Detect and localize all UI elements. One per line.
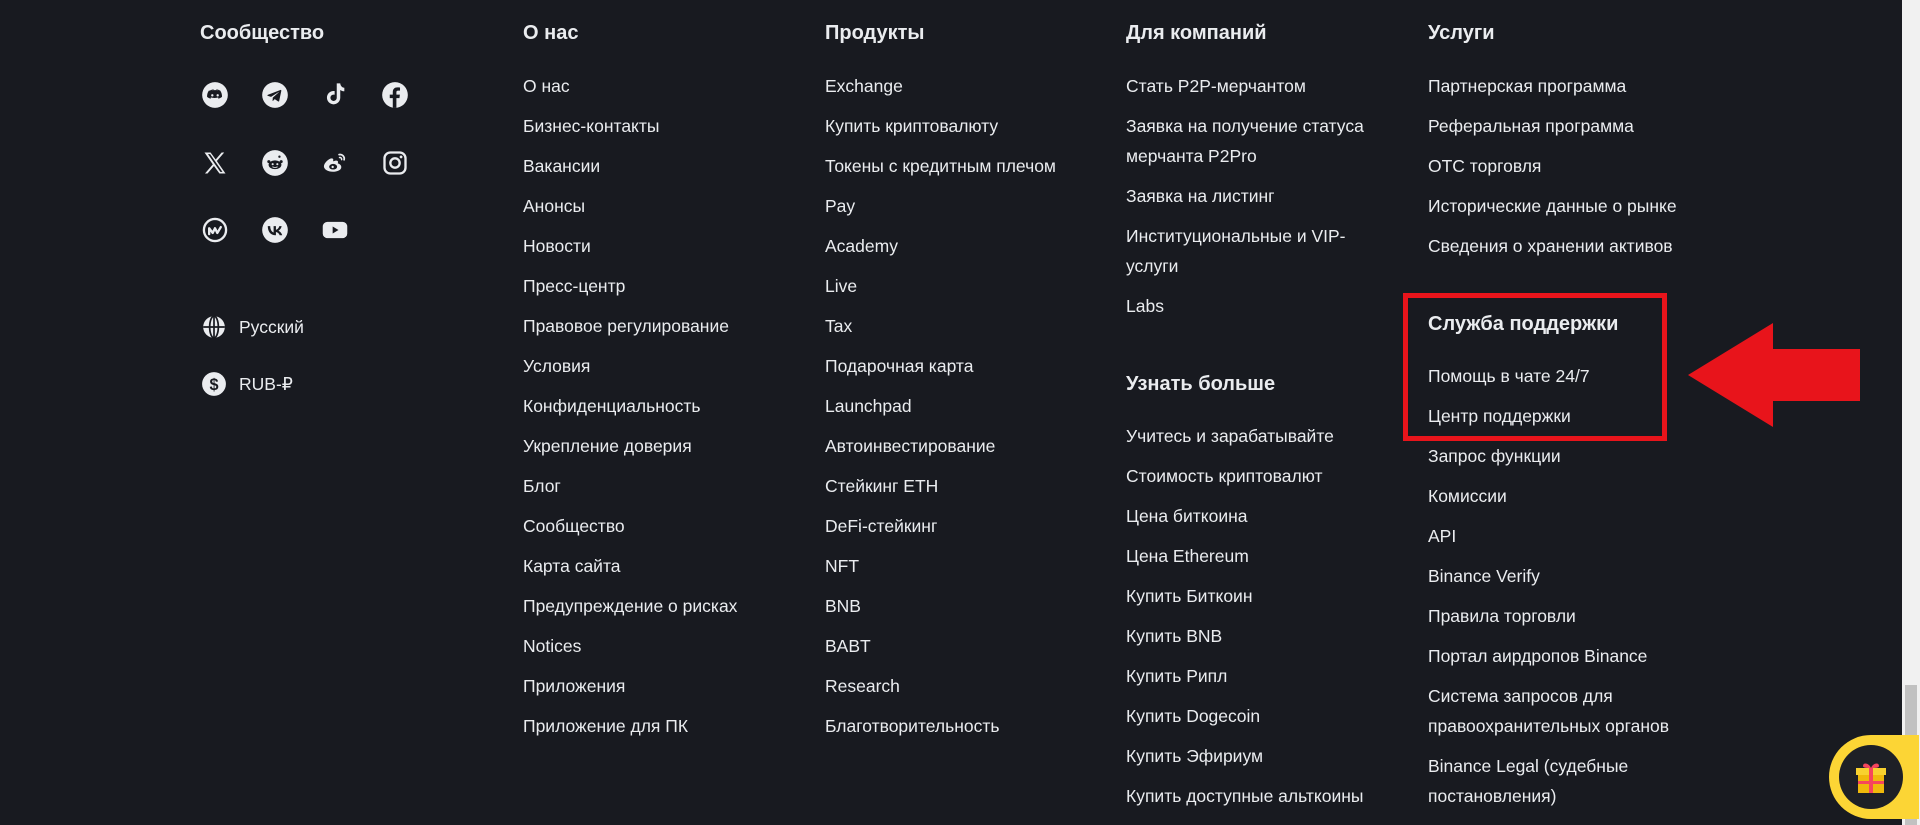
- footer-link[interactable]: Помощь в чате 24/7: [1428, 366, 1590, 386]
- footer-link[interactable]: Учитесь и зарабатывайте: [1126, 426, 1334, 446]
- footer-link[interactable]: Укрепление доверия: [523, 436, 692, 456]
- footer-link[interactable]: Приложения: [523, 676, 626, 696]
- footer-link[interactable]: Правила торговли: [1428, 606, 1576, 626]
- highlight-box: [1403, 293, 1667, 441]
- instagram-icon[interactable]: [381, 149, 409, 177]
- footer-link[interactable]: Исторические данные о рынке: [1428, 196, 1677, 216]
- footer-link[interactable]: Пресс-центр: [523, 276, 626, 296]
- footer-link[interactable]: Tax: [825, 316, 853, 336]
- scrollbar[interactable]: [1902, 0, 1920, 825]
- footer-link[interactable]: Labs: [1126, 296, 1164, 316]
- facebook-icon[interactable]: [381, 81, 409, 109]
- tiktok-icon[interactable]: [321, 81, 349, 109]
- footer-link[interactable]: Система запросов для правоохранительных органов: [1428, 686, 1670, 736]
- footer-link[interactable]: Партнерская программа: [1428, 76, 1627, 96]
- footer-link[interactable]: Новости: [523, 236, 591, 256]
- footer-link[interactable]: Сообщество: [523, 516, 625, 536]
- footer-link[interactable]: Стейкинг ETH: [825, 476, 939, 496]
- footer-link[interactable]: Условия: [523, 356, 591, 376]
- vk-icon[interactable]: [261, 216, 289, 244]
- footer-link[interactable]: Автоинвестирование: [825, 436, 996, 456]
- footer-link[interactable]: Цена Ethereum: [1126, 546, 1249, 566]
- footer-link[interactable]: Токены с кредитным плечом: [825, 156, 1056, 176]
- footer-link[interactable]: Купить криптовалюту: [825, 116, 999, 136]
- footer-link[interactable]: Купить BNB: [1126, 626, 1223, 646]
- footer-link[interactable]: Сведения о хранении активов: [1428, 236, 1673, 256]
- services-title: Услуги: [1428, 22, 1495, 44]
- footer-link[interactable]: Портал аирдропов Binance: [1428, 646, 1648, 666]
- footer-link[interactable]: Research: [825, 676, 900, 696]
- footer-link[interactable]: Стоимость криптовалют: [1126, 466, 1323, 486]
- footer-link[interactable]: Запрос функции: [1428, 446, 1561, 466]
- footer-link[interactable]: Exchange: [825, 76, 903, 96]
- footer-link[interactable]: Binance Verify: [1428, 566, 1540, 586]
- youtube-icon[interactable]: [321, 216, 349, 244]
- currency-label: RUB-₽: [239, 373, 293, 394]
- footer-link[interactable]: DeFi-стейкинг: [825, 516, 938, 536]
- red-arrow-icon: [1688, 323, 1860, 427]
- footer-link[interactable]: Анонсы: [523, 196, 586, 216]
- footer-link[interactable]: BNB: [825, 596, 861, 616]
- telegram-icon[interactable]: [261, 81, 289, 109]
- footer-link[interactable]: Предупреждение о рисках: [523, 596, 738, 616]
- coinmarketcap-icon[interactable]: [201, 216, 229, 244]
- language-selector[interactable]: [201, 314, 304, 340]
- footer-link[interactable]: Подарочная карта: [825, 356, 974, 376]
- footer-link[interactable]: Вакансии: [523, 156, 601, 176]
- x-icon[interactable]: [201, 149, 229, 177]
- footer-link[interactable]: Бизнес-контакты: [523, 116, 660, 136]
- gift-button[interactable]: [1829, 735, 1919, 819]
- support-title: Служба поддержки: [1428, 313, 1619, 335]
- dollar-icon: [201, 371, 227, 397]
- footer-link[interactable]: Заявка на получение статуса мерчанта P2Pro: [1126, 116, 1364, 166]
- footer-link[interactable]: Центр поддержки: [1428, 406, 1571, 426]
- footer-link[interactable]: Комиссии: [1428, 486, 1507, 506]
- about-title: О нас: [523, 22, 579, 44]
- footer-link[interactable]: Карта сайта: [523, 556, 621, 576]
- language-label: Русский: [239, 316, 304, 337]
- footer-link[interactable]: Купить Рипл: [1126, 666, 1228, 686]
- footer-link[interactable]: Стать P2P-мерчантом: [1126, 76, 1306, 96]
- footer-link[interactable]: Правовое регулирование: [523, 316, 729, 336]
- products-title: Продукты: [825, 22, 925, 44]
- currency-selector[interactable]: [201, 371, 293, 397]
- gift-icon: [1839, 745, 1903, 809]
- footer-link[interactable]: Launchpad: [825, 396, 912, 416]
- weibo-icon[interactable]: [321, 149, 349, 177]
- svg-text:$: $: [209, 375, 219, 394]
- footer-link[interactable]: Купить Эфириум: [1126, 746, 1264, 766]
- footer-link[interactable]: Notices: [523, 636, 582, 656]
- reddit-icon[interactable]: [261, 149, 289, 177]
- footer-link[interactable]: Цена биткоина: [1126, 506, 1248, 526]
- footer-link[interactable]: Купить Биткоин: [1126, 586, 1253, 606]
- footer-link[interactable]: OTC торговля: [1428, 156, 1542, 176]
- footer-link[interactable]: Заявка на листинг: [1126, 186, 1275, 206]
- footer-link[interactable]: Binance Legal (судебные постановления): [1428, 756, 1629, 806]
- footer-link[interactable]: API: [1428, 526, 1457, 546]
- footer-link[interactable]: Купить Dogecoin: [1126, 706, 1261, 726]
- globe-icon: [201, 314, 227, 340]
- business-title: Для компаний: [1126, 22, 1267, 44]
- learn-title: Узнать больше: [1126, 373, 1276, 395]
- footer-link[interactable]: Live: [825, 276, 858, 296]
- discord-icon[interactable]: [201, 81, 229, 109]
- footer-link[interactable]: Институциональные и VIP-услуги: [1126, 226, 1346, 276]
- footer-link[interactable]: Pay: [825, 196, 856, 216]
- footer-link[interactable]: О нас: [523, 76, 570, 96]
- footer-link[interactable]: Благотворительность: [825, 716, 1000, 736]
- footer-link[interactable]: NFT: [825, 556, 860, 576]
- footer-link[interactable]: BABT: [825, 636, 871, 656]
- footer-link[interactable]: Приложение для ПК: [523, 716, 689, 736]
- footer-link[interactable]: Конфиденциальность: [523, 396, 701, 416]
- footer-link[interactable]: Купить доступные альткоины: [1126, 786, 1364, 806]
- footer-link[interactable]: Реферальная программа: [1428, 116, 1634, 136]
- footer-link[interactable]: Academy: [825, 236, 898, 256]
- footer-link[interactable]: Блог: [523, 476, 561, 496]
- community-title: Сообщество: [200, 22, 325, 44]
